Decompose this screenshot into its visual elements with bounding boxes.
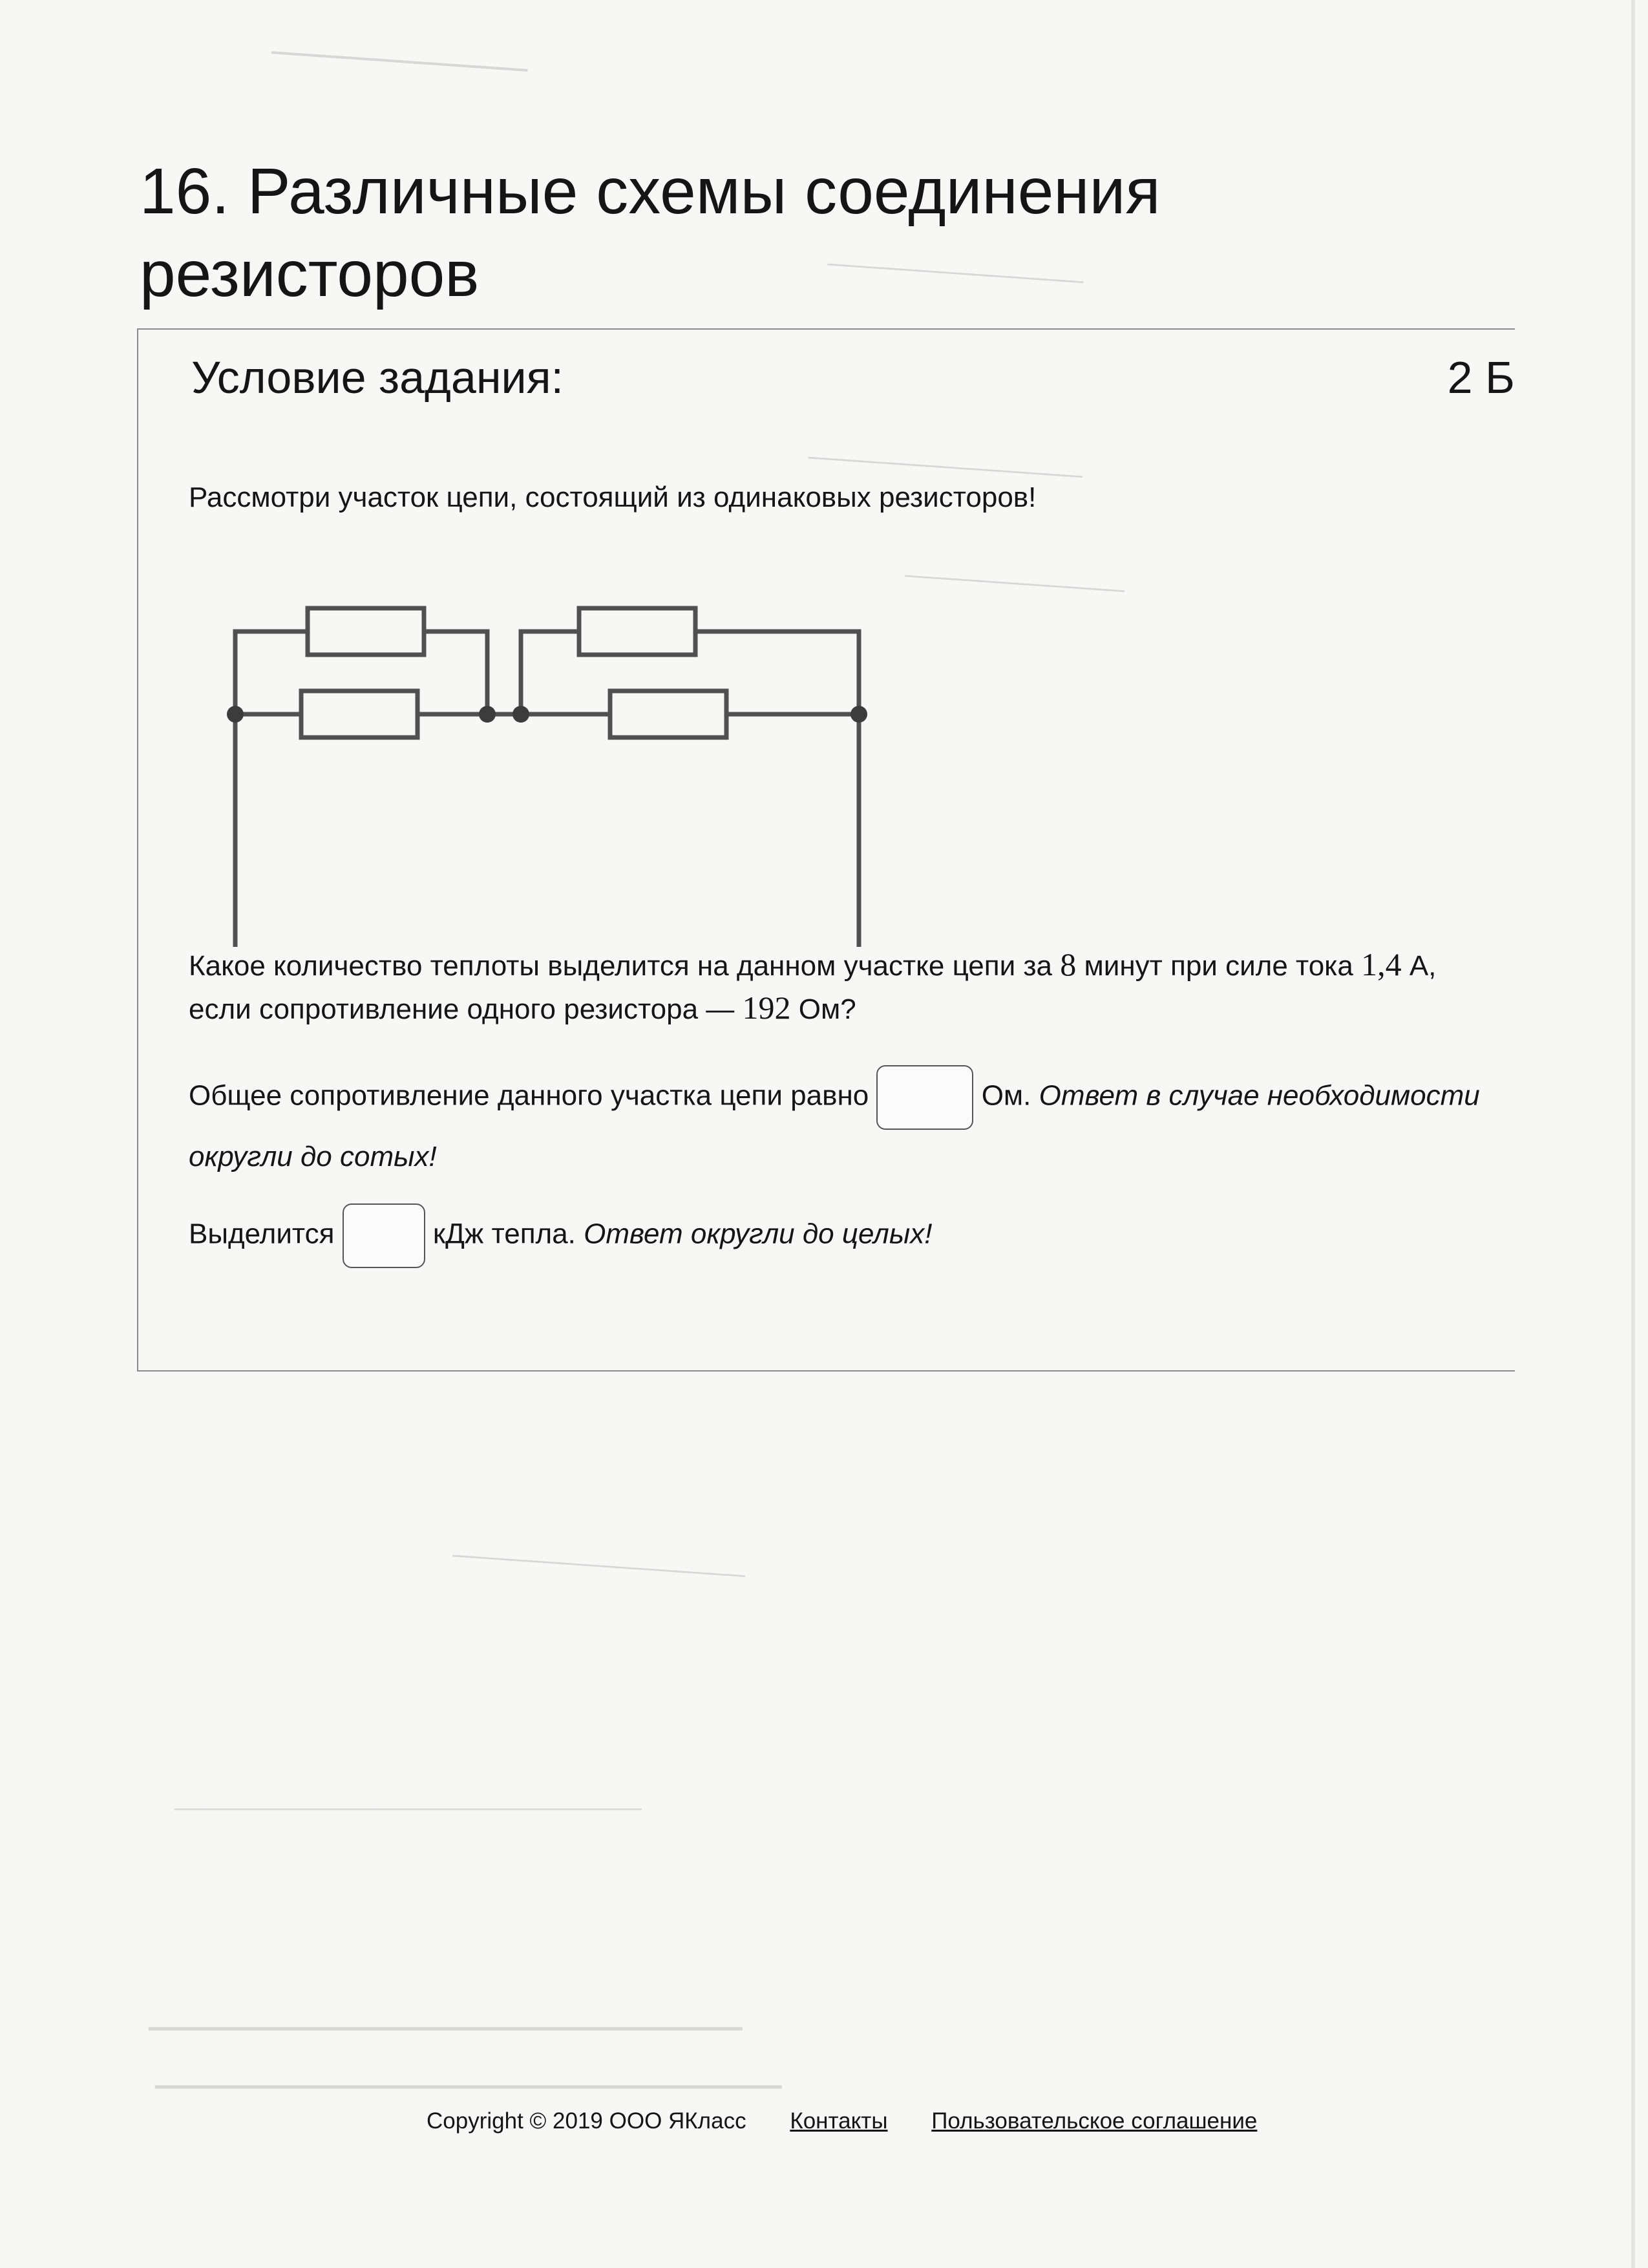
task-intro: Рассмотри участок цепи, состоящий из одинаковых резисторов! — [189, 482, 1037, 513]
answer-row-resistance — [189, 1065, 1494, 1184]
resistor-1 — [308, 608, 424, 655]
current-value: 1,4 — [1361, 946, 1402, 982]
question-text-4: Ом? — [790, 993, 856, 1025]
user-agreement-link[interactable]: Пользовательское соглашение — [931, 2108, 1258, 2134]
answer2-label: Выделится — [189, 1218, 335, 1250]
wire-left-top-to-node — [424, 631, 487, 714]
page-title: 16. Различные схемы соединения резисторов — [140, 155, 1161, 310]
paper-edge — [1631, 0, 1635, 2268]
task-question — [189, 944, 1494, 1030]
total-resistance-input[interactable] — [876, 1065, 973, 1130]
wire-left-top-branch — [235, 631, 308, 947]
answer-row-heat — [189, 1203, 1494, 1268]
answer2-unit: кДж тепла. — [432, 1218, 576, 1250]
answer1-label: Общее сопротивление данного участка цепи равно — [189, 1079, 869, 1112]
footer — [427, 2108, 1294, 2134]
question-text-1: Какое количество теплоты выделится на данном участке цепи за — [189, 950, 1061, 982]
resistor-2 — [301, 691, 417, 737]
resistor-3 — [579, 608, 695, 655]
wire-right-top-to-node — [695, 631, 859, 947]
node-center-left — [479, 706, 496, 723]
answer2-hint: Ответ округли до целых! — [584, 1218, 933, 1250]
wire-right-top-branch — [521, 631, 579, 714]
points-badge: 2 Б — [1447, 352, 1515, 403]
answer1-unit: Ом. — [981, 1079, 1031, 1112]
resistance-value: 192 — [742, 990, 791, 1026]
contacts-link[interactable]: Контакты — [790, 2108, 888, 2134]
task-card — [137, 328, 1515, 1372]
node-left — [227, 706, 244, 723]
heat-amount-input[interactable] — [343, 1203, 425, 1268]
resistor-4 — [610, 691, 726, 737]
task-heading: Условие задания: — [191, 352, 564, 403]
time-value: 8 — [1060, 946, 1077, 982]
answer1-hint: Ответ в случае необходимости округли до сотых! — [189, 1079, 1480, 1172]
node-center-right — [512, 706, 529, 723]
copyright-text: Copyright © 2019 ООО ЯКласс — [427, 2108, 746, 2134]
node-right — [850, 706, 867, 723]
question-text-2: минут при силе тока — [1076, 950, 1362, 982]
circuit-diagram — [222, 572, 1192, 947]
question-text-3: А, если сопротивление одного резистора — — [189, 950, 1437, 1025]
